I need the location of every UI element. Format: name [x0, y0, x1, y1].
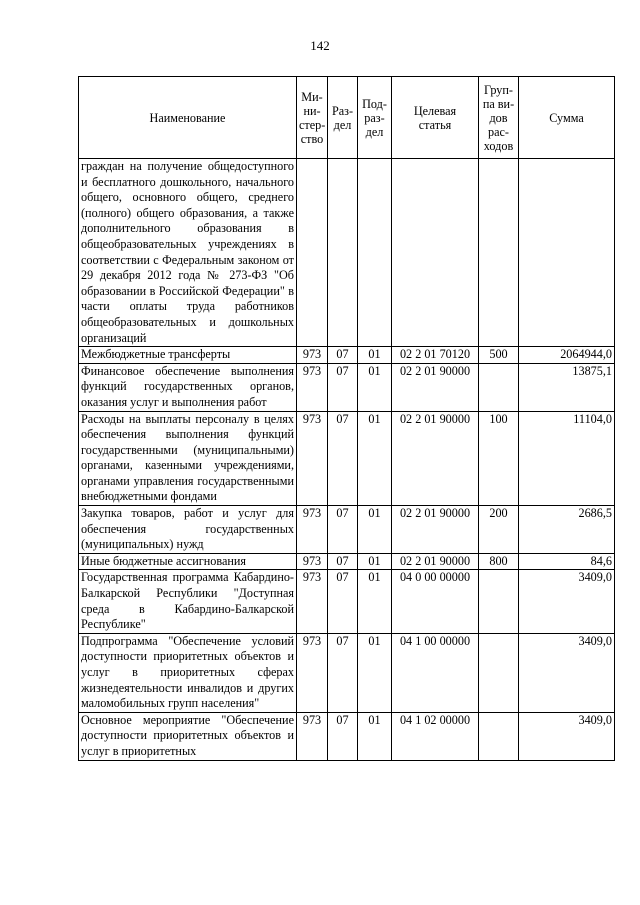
table-row — [79, 159, 615, 347]
row-ministry: 973 — [297, 411, 328, 506]
row-section: 07 — [328, 411, 358, 506]
row-subsection — [358, 159, 392, 347]
header-target: Целевая статья — [392, 77, 479, 159]
table-row — [79, 570, 615, 633]
row-group: 200 — [479, 506, 519, 554]
row-target — [392, 159, 479, 347]
row-ministry — [297, 159, 328, 347]
row-group — [479, 159, 519, 347]
row-section: 07 — [328, 712, 358, 760]
row-target: 04 0 00 00000 — [392, 570, 479, 633]
row-group — [479, 570, 519, 633]
row-section: 07 — [328, 347, 358, 364]
row-name: Иные бюджетные ассигнования — [79, 553, 297, 570]
row-name: Закупка товаров, работ и услуг для обеспечения государственных (муниципальных) нужд — [79, 506, 297, 554]
budget-table — [78, 76, 615, 761]
row-subsection: 01 — [358, 347, 392, 364]
row-section: 07 — [328, 553, 358, 570]
row-sum — [519, 159, 615, 347]
row-sum: 3409,0 — [519, 633, 615, 712]
header-name: Наименование — [79, 77, 297, 159]
row-group: 100 — [479, 411, 519, 506]
row-ministry: 973 — [297, 363, 328, 411]
header-ministry: Ми- ни- стер- ство — [297, 77, 328, 159]
table-row — [79, 633, 615, 712]
row-sum: 13875,1 — [519, 363, 615, 411]
row-group: 500 — [479, 347, 519, 364]
table-row — [79, 553, 615, 570]
row-section: 07 — [328, 363, 358, 411]
row-name: граждан на получение общедоступного и бесплатного дошкольного, начального общего, основного общего, среднего (полного) общего образования, а также дополнительного образования в общеобразовательных учреждениях в соответствии с Федеральным законом от 29 декабря 2012 года № 273-ФЗ "Об образовании в Российской Федерации" в части оплаты труда работников общеобразовательных и дошкольных организаций — [79, 159, 297, 347]
row-section: 07 — [328, 570, 358, 633]
row-name: Подпрограмма "Обеспечение условий доступности приоритетных объектов и услуг в приоритетных сферах жизнедеятельности инвалидов и других маломобильных групп населения" — [79, 633, 297, 712]
row-target: 02 2 01 90000 — [392, 411, 479, 506]
row-target: 02 2 01 90000 — [392, 506, 479, 554]
row-sum: 2686,5 — [519, 506, 615, 554]
row-group: 800 — [479, 553, 519, 570]
page-number: 142 — [310, 38, 330, 53]
row-subsection: 01 — [358, 553, 392, 570]
row-sum: 3409,0 — [519, 712, 615, 760]
table-row — [79, 411, 615, 506]
row-ministry: 973 — [297, 506, 328, 554]
row-name: Государственная программа Кабардино-Балкарской Республики "Доступная среда в Кабардино-Балкарской Республике" — [79, 570, 297, 633]
row-ministry: 973 — [297, 570, 328, 633]
row-name: Финансовое обеспечение выполнения функций государственных органов, оказания услуг и выполнения работ — [79, 363, 297, 411]
header-section: Раз- дел — [328, 77, 358, 159]
row-sum: 2064944,0 — [519, 347, 615, 364]
row-group — [479, 712, 519, 760]
row-section: 07 — [328, 633, 358, 712]
row-target: 02 2 01 90000 — [392, 363, 479, 411]
table-header-row — [79, 77, 615, 159]
row-ministry: 973 — [297, 633, 328, 712]
row-subsection: 01 — [358, 570, 392, 633]
header-group: Груп- па ви- дов рас- ходов — [479, 77, 519, 159]
row-section — [328, 159, 358, 347]
table-row — [79, 347, 615, 364]
row-name: Межбюджетные трансферты — [79, 347, 297, 364]
row-group — [479, 363, 519, 411]
row-sum: 3409,0 — [519, 570, 615, 633]
table-row — [79, 712, 615, 760]
row-subsection: 01 — [358, 633, 392, 712]
row-target: 02 2 01 90000 — [392, 553, 479, 570]
row-ministry: 973 — [297, 347, 328, 364]
row-ministry: 973 — [297, 553, 328, 570]
row-subsection: 01 — [358, 411, 392, 506]
row-target: 02 2 01 70120 — [392, 347, 479, 364]
header-sum: Сумма — [519, 77, 615, 159]
row-subsection: 01 — [358, 712, 392, 760]
row-group — [479, 633, 519, 712]
row-section: 07 — [328, 506, 358, 554]
row-sum: 11104,0 — [519, 411, 615, 506]
row-sum: 84,6 — [519, 553, 615, 570]
row-name: Расходы на выплаты персоналу в целях обеспечения выполнения функций государственными (муниципальными) органами, казенными учреждениями, органами управления государственными внебюджетными фондами — [79, 411, 297, 506]
header-subsection: Под- раз- дел — [358, 77, 392, 159]
row-subsection: 01 — [358, 506, 392, 554]
table-row — [79, 506, 615, 554]
row-target: 04 1 00 00000 — [392, 633, 479, 712]
row-target: 04 1 02 00000 — [392, 712, 479, 760]
row-name: Основное мероприятие "Обеспечение доступности приоритетных объектов и услуг в приоритетных — [79, 712, 297, 760]
table-row — [79, 363, 615, 411]
row-ministry: 973 — [297, 712, 328, 760]
row-subsection: 01 — [358, 363, 392, 411]
